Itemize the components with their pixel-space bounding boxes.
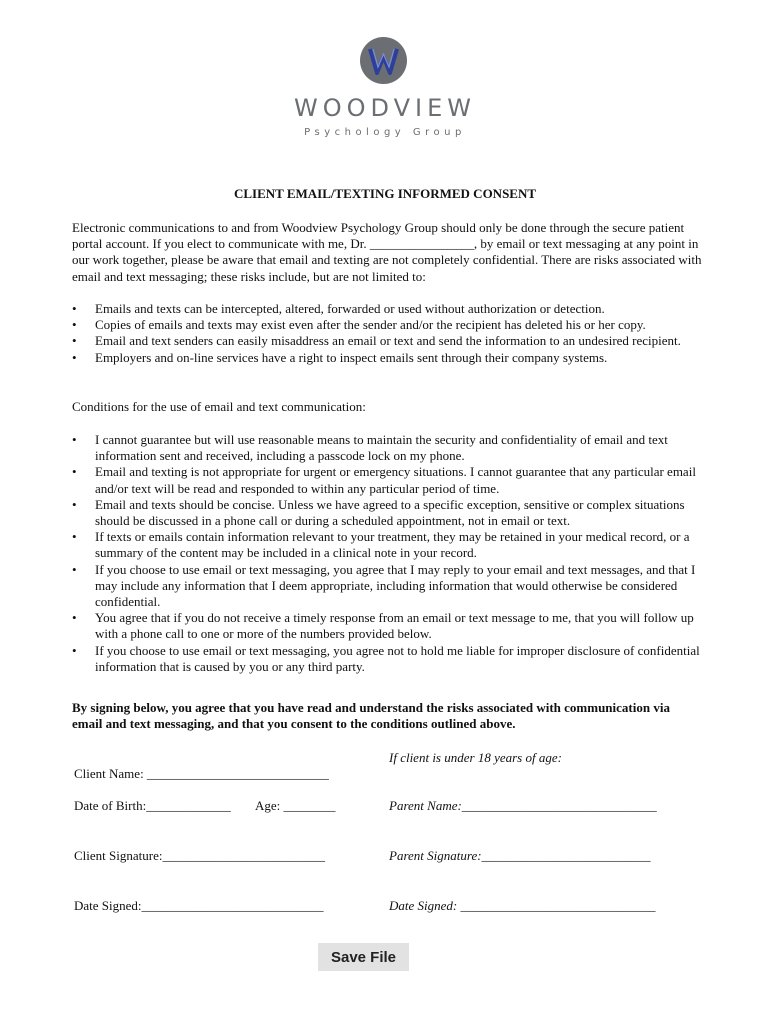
parent-name-field[interactable]: Parent Name:______________________________ (389, 798, 657, 813)
list-item: • Email and texting is not appropriate for urgent or emergency situations. I cannot guarantee that any particular email and/or text will be read and responded to within any particular period of time. (72, 464, 702, 496)
age-field[interactable]: Age: ________ (255, 798, 336, 813)
list-item: • If you choose to use email or text messaging, you agree that I may reply to your email and text messages, and that I may include any information that I deem appropriate, including information that would otherwise be considered confidential. (72, 562, 702, 611)
list-item: • I cannot guarantee but will use reasonable means to maintain the security and confidentiality of email and text information sent and received, including a passcode lock on my phone. (72, 432, 702, 464)
agreement-statement: By signing below, you agree that you have read and understand the risks associated with communication via email and text messaging, and that you consent to the conditions outlined above. (72, 700, 670, 732)
list-item: • If texts or emails contain information relevant to your treatment, they may be retained in your medical record, or a summary of the content may be included in a clinical note in your record. (72, 529, 702, 561)
client-signature-field[interactable]: Client Signature:_________________________ (74, 848, 325, 863)
list-item: • Email and text senders can easily misaddress an email or text and send the information to an undesired recipient. (72, 333, 702, 349)
client-date-signed-field[interactable]: Date Signed:____________________________ (74, 898, 324, 913)
risks-list (72, 301, 702, 366)
client-name-field[interactable]: Client Name: ____________________________ (74, 766, 329, 781)
parent-date-signed-field[interactable]: Date Signed: ______________________________ (389, 898, 656, 913)
document-title: CLIENT EMAIL/TEXTING INFORMED CONSENT (233, 186, 537, 201)
list-item: • Emails and texts can be intercepted, altered, forwarded or used without authorization or detection. (72, 301, 702, 317)
brand-subtitle: Psychology Group (304, 127, 466, 138)
brand-name: WOODVIEW (294, 94, 476, 122)
parent-signature-field[interactable]: Parent Signature:__________________________ (389, 848, 651, 863)
list-item: • Email and texts should be concise. Unless we have agreed to a specific exception, sensitive or complex situations should be discussed in a phone call or during a scheduled appointment, not in email or text. (72, 497, 702, 529)
list-item: • You agree that if you do not receive a timely response from an email or text message to me, that you will follow up with a phone call to one or more of the numbers provided below. (72, 610, 702, 642)
minor-note: If client is under 18 years of age: (389, 750, 562, 765)
save-file-button[interactable]: Save File (318, 943, 409, 971)
intro-paragraph: Electronic communications to and from Woodview Psychology Group should only be done through the secure patient portal account. If you elect to communicate with me, Dr. ________________, by email or text messaging at any point in our work together, please be aware that email and texting are not completely confidential. There are risks associated with email and text messaging; these risks include, but are not limited to: (72, 220, 702, 284)
conditions-heading: Conditions for the use of email and text communication: (72, 399, 366, 414)
list-item: • Employers and on-line services have a right to inspect emails sent through their company systems. (72, 350, 702, 366)
list-item: • If you choose to use email or text messaging, you agree not to hold me liable for improper disclosure of confidential information that is caused by you or any third party. (72, 643, 702, 675)
list-item: • Copies of emails and texts may exist even after the sender and/or the recipient has deleted his or her copy. (72, 317, 702, 333)
woodview-logo-icon (360, 37, 407, 84)
date-of-birth-field[interactable]: Date of Birth:_____________ (74, 798, 231, 813)
conditions-list (72, 432, 702, 675)
